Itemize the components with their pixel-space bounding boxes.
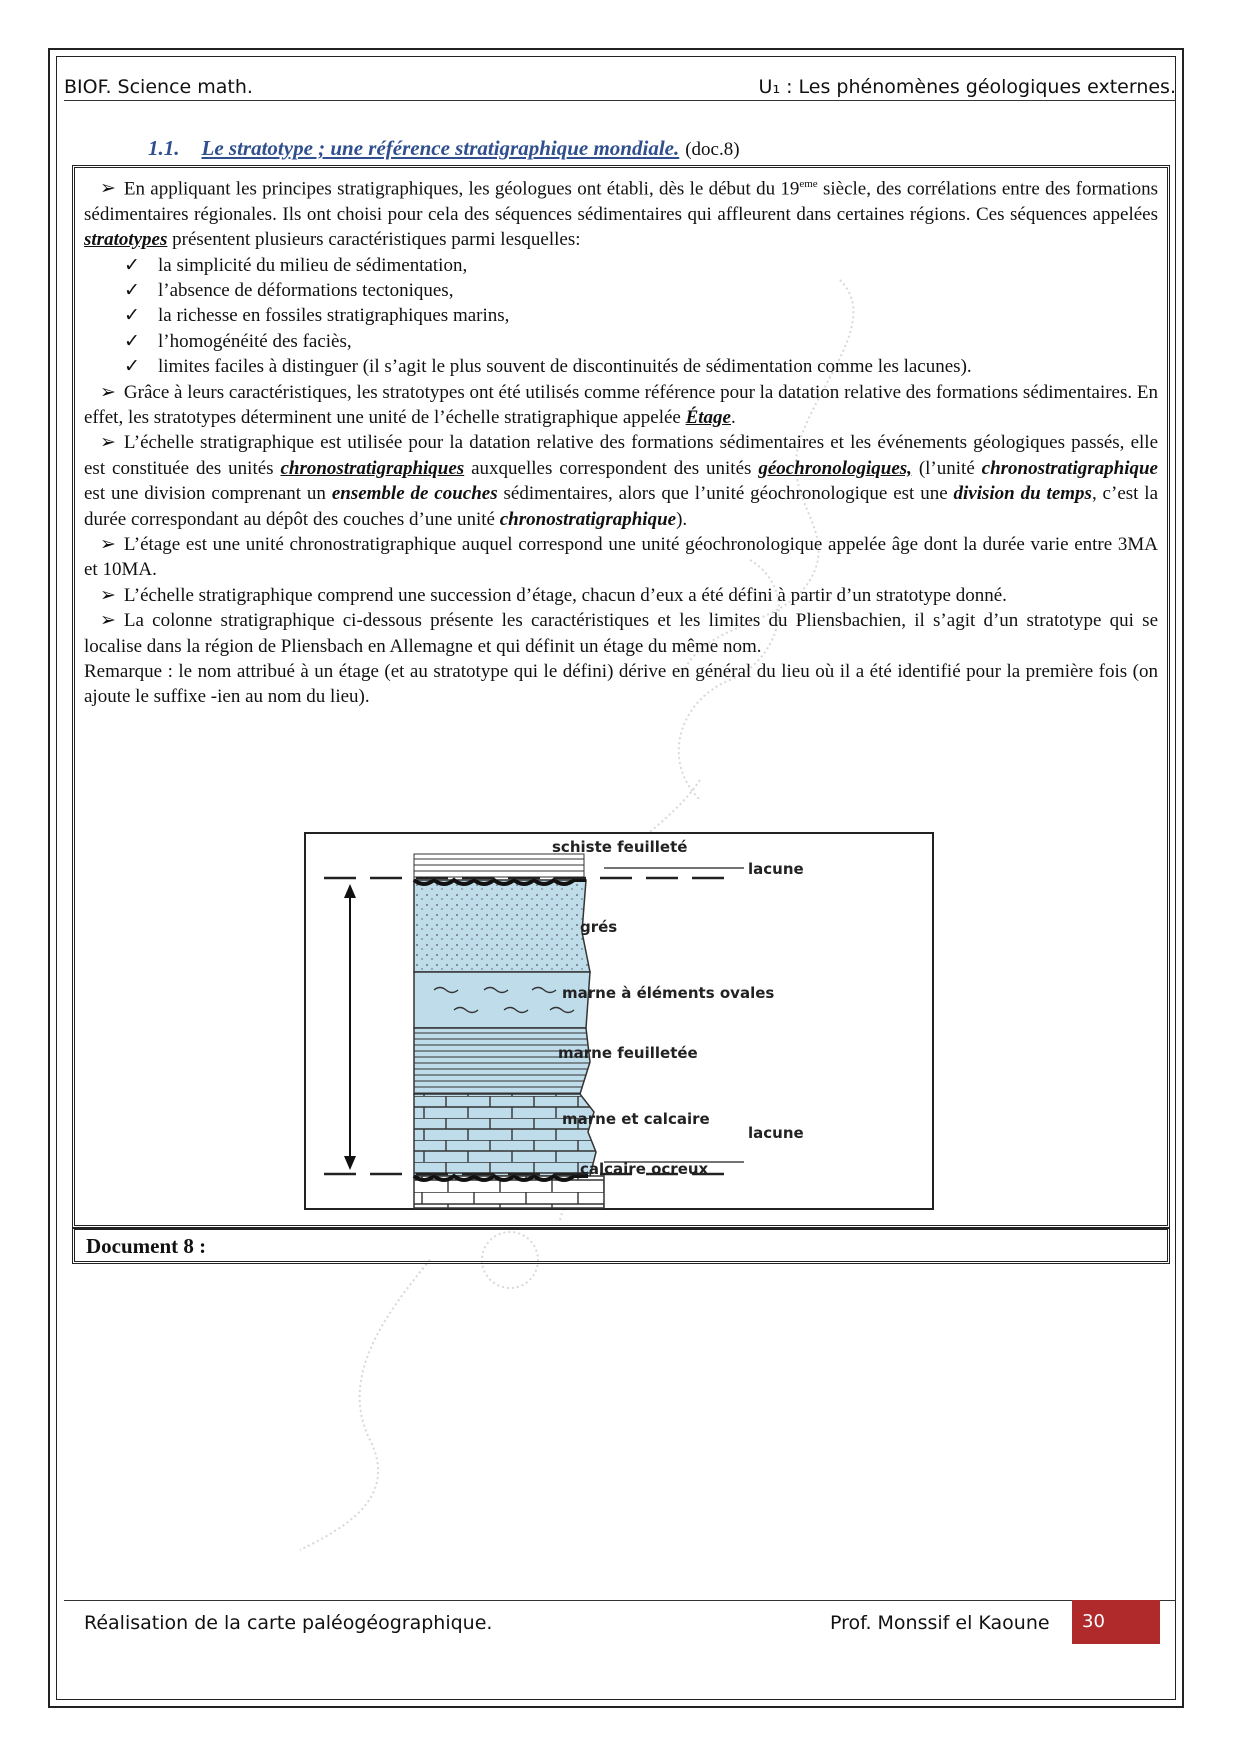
- text-run: L’échelle stratigraphique comprend une succession d’étage, chacun d’eux a été défini à partir d’un stratotype donné.: [123, 584, 1007, 606]
- list-item: [124, 303, 1158, 328]
- label-calcaire-ocreux: calcaire ocreux: [580, 1160, 709, 1178]
- stratigraphic-column-figure: [304, 832, 934, 1210]
- header-divider: [64, 100, 1176, 101]
- text-run: sédimentaires, alors que l’unité géochronologique est une: [497, 483, 954, 505]
- text-run: ).: [676, 508, 688, 530]
- paragraph-scale: [84, 430, 1158, 532]
- label-schiste: schiste feuilleté: [552, 838, 688, 856]
- footer-left: Réalisation de la carte paléogéographique.: [84, 1612, 493, 1634]
- section-title: Le stratotype ; une référence stratigraphique mondiale.: [201, 136, 680, 160]
- caption-frame: [72, 1228, 1170, 1264]
- keyword: ensemble de couches: [331, 483, 498, 505]
- label-marne-calcaire: marne et calcaire: [562, 1110, 710, 1128]
- text-run: La colonne stratigraphique ci-dessous présente les caractéristiques et les limites du Pliensbachien, il s’agit d’un stratotype qui se localise dans la région de Pliensbach en Allemagne et qui définit un étage du même nom.: [84, 610, 1158, 657]
- section-doc-ref: (doc.8): [685, 139, 740, 160]
- superscript: eme: [799, 178, 818, 190]
- arrow-bullet-icon: ➢: [100, 610, 116, 632]
- section-heading: [148, 136, 740, 161]
- list-item-text: l’homogénéité des faciès,: [158, 330, 352, 352]
- list-item-text: la richesse en fossiles stratigraphiques marins,: [158, 305, 510, 327]
- paragraph-etage: [84, 532, 1158, 583]
- keyword-etage: Étage: [685, 406, 731, 428]
- text-run: (l’unité: [911, 457, 982, 479]
- keyword: chronostratigraphiques: [280, 457, 465, 479]
- layer-marne-calcaire: [414, 1094, 596, 1176]
- text-run: .: [731, 406, 736, 428]
- check-icon: ✓: [124, 356, 140, 378]
- keyword: chronostratigraphique: [499, 508, 677, 530]
- text-run: siècle, des corrélations entre des formations sédimentaires régionales. Ils ont choisi pour cela des séquences sédimentaires qui affleurent dans certaines régions. Ces séquences appelées: [84, 178, 1158, 225]
- check-icon: ✓: [124, 254, 140, 276]
- list-item-text: l’absence de déformations tectoniques,: [158, 279, 454, 301]
- figure-border: [305, 833, 933, 1209]
- label-marne-ovales: marne à éléments ovales: [562, 984, 775, 1002]
- page-number-badge: 30: [1072, 1600, 1160, 1644]
- arrow-bullet-icon: ➢: [100, 584, 116, 606]
- keyword-stratotypes: stratotypes: [84, 229, 168, 251]
- label-lacune-bottom: lacune: [748, 1124, 804, 1142]
- keyword: géochronologiques,: [758, 457, 912, 479]
- list-item: [124, 329, 1158, 354]
- check-icon: ✓: [124, 305, 140, 327]
- list-item-text: la simplicité du milieu de sédimentation,: [158, 254, 468, 276]
- footer-divider: [64, 1600, 1176, 1601]
- text-run: L’étage est une unité chronostratigraphique auquel correspond une unité géochronologique appelée âge dont la durée varie entre 3MA et 10MA.: [84, 534, 1158, 581]
- keyword: division du temps: [953, 483, 1092, 505]
- text-run: L’échelle stratigraphique est utilisée pour la datation relative des formations sédimentaires et les événements géologiques passés, elle est constituée des unités: [84, 432, 1158, 479]
- label-gres: grés: [580, 918, 618, 936]
- text-run: Grâce à leurs caractéristiques, les stratotypes ont été utilisés comme référence pour la datation relative des formations sédimentaires. En effet, les stratotypes déterminent une unité de l’échelle stratigraphique appelée: [84, 381, 1158, 428]
- list-item: [124, 354, 1158, 379]
- text-run: , c’est la durée correspondant au dépôt des couches d’une unité: [84, 483, 1159, 530]
- label-marne-feuilletee: marne feuilletée: [558, 1044, 698, 1062]
- paragraph-column: [84, 608, 1158, 659]
- paragraph-remark: Remarque : le nom attribué à un étage (et au stratotype qui le défini) dérive en général du lieu où il a été identifié pour la première fois (on ajoute le suffixe -ien au nom du lieu).: [84, 661, 1158, 708]
- label-lacune-top: lacune: [748, 860, 804, 878]
- document-caption: Document 8 :: [86, 1234, 207, 1258]
- check-icon: ✓: [124, 279, 140, 301]
- text-run: est une division comprenant un: [84, 483, 332, 505]
- check-icon: ✓: [124, 330, 140, 352]
- text-run: présentent plusieurs caractéristiques parmi lesquelles:: [167, 229, 581, 251]
- characteristics-list: [84, 253, 1158, 380]
- list-item-text: limites faciles à distinguer (il s’agit le plus souvent de discontinuités de sédimentation comme les lacunes).: [158, 356, 972, 378]
- text-run: En appliquant les principes stratigraphiques, les géologues ont établi, dès le début du 19: [123, 178, 800, 200]
- layer-gres-texture: [414, 880, 590, 972]
- list-item: [124, 253, 1158, 278]
- list-item: [124, 278, 1158, 303]
- header-left: BIOF. Science math.: [64, 76, 253, 98]
- arrow-bullet-icon: ➢: [100, 534, 116, 556]
- footer-author: Prof. Monssif el Kaoune: [830, 1612, 1050, 1634]
- paragraph-characteristics: [84, 380, 1158, 431]
- paragraph-intro: [84, 172, 1158, 253]
- text-run: auxquelles correspondent des unités: [464, 457, 759, 479]
- document-text: [84, 172, 1158, 710]
- paragraph-succession: [84, 583, 1158, 608]
- header-right: U₁ : Les phénomènes géologiques externes.: [758, 76, 1176, 98]
- keyword: chronostratigraphique: [981, 457, 1158, 479]
- layer-schiste: [414, 854, 584, 880]
- section-number: 1.1.: [148, 136, 180, 160]
- arrow-bullet-icon: ➢: [100, 381, 116, 403]
- arrow-bullet-icon: ➢: [100, 432, 116, 454]
- arrow-bullet-icon: ➢: [100, 178, 116, 200]
